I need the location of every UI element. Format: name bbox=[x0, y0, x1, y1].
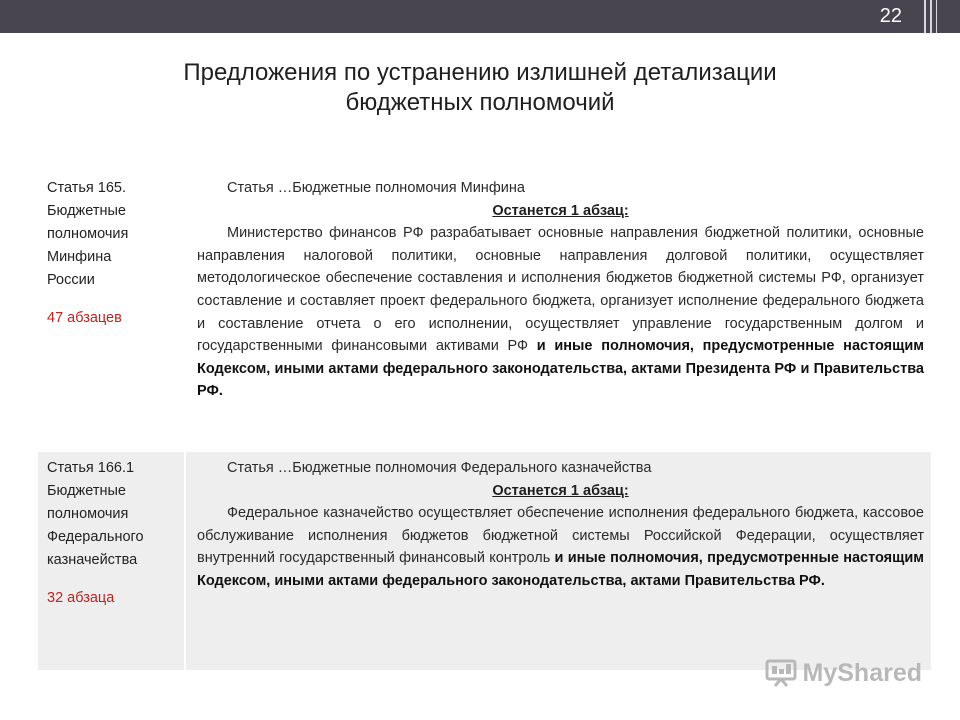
article-line: полномочия bbox=[47, 506, 129, 522]
article-cell bbox=[38, 452, 186, 670]
proposal-text-bold: и иные полномочия, предусмотренные настоящим Кодексом, иными актами федерального законодательства, актами Правительства РФ. bbox=[197, 550, 924, 589]
proposal-text-bold: и иные полномочия, предусмотренные настоящим Кодексом, иными актами федерального законодательства, актами Президента РФ и Правительства РФ. bbox=[197, 338, 924, 400]
watermark-text: MyShared bbox=[802, 658, 922, 687]
article-line: Статья 165. bbox=[47, 180, 126, 196]
slide-number: 22 bbox=[879, 5, 902, 27]
watermark bbox=[765, 658, 922, 688]
proposal-cell bbox=[197, 177, 924, 403]
article-line: Минфина bbox=[47, 249, 112, 265]
proposal-text-plain: Министерство финансов РФ разрабатывает основные направления бюджетной политики, основные направления налоговой политики, основные направления долговой политики, осуществляет методологическое обеспечение составления и исполнения бюджетов бюджетной системы РФ, организует составление и составляет проект федерального бюджета, организует исполнение федерального бюджета и составление отчета о его исполнении, осуществляет управление государственным долгом и государственными финансовыми активами РФ bbox=[197, 225, 924, 355]
article-line: России bbox=[47, 272, 95, 288]
presentation-board-icon bbox=[765, 659, 797, 687]
article-cell bbox=[38, 172, 186, 448]
proposal-heading: Статья …Бюджетные полномочия Федерального казначейства bbox=[227, 460, 652, 476]
slide-title-line-1: Предложения по устранению излишней детализации bbox=[183, 59, 777, 86]
article-line: Статья 166.1 bbox=[47, 460, 135, 476]
table-row-minfin bbox=[38, 172, 931, 448]
paragraph-count: 47 абзацев bbox=[47, 310, 122, 326]
table-row-treasury bbox=[38, 452, 931, 670]
article-line: Федерального bbox=[47, 529, 144, 545]
remains-label: Останется 1 абзац: bbox=[492, 482, 629, 499]
proposal-text bbox=[197, 222, 924, 403]
proposal-text bbox=[197, 502, 924, 592]
proposal-text-plain: Федеральное казначейство осуществляет обеспечение исполнения федерального бюджета, кассовое обслуживание исполнения бюджетов бюджетной системы Российской Федерации, осуществляет внутренний государственный финансовый контроль bbox=[197, 505, 924, 567]
article-line: Бюджетные bbox=[47, 483, 126, 499]
top-bar-stripes bbox=[920, 0, 960, 33]
proposal-heading: Статья …Бюджетные полномочия Минфина bbox=[227, 180, 525, 196]
slide-title bbox=[60, 58, 900, 118]
article-line: казначейства bbox=[47, 552, 138, 568]
top-bar bbox=[0, 0, 960, 33]
remains-label: Останется 1 абзац: bbox=[492, 202, 629, 219]
article-line: Бюджетные bbox=[47, 203, 126, 219]
article-line: полномочия bbox=[47, 226, 129, 242]
proposal-cell bbox=[197, 457, 924, 593]
paragraph-count: 32 абзаца bbox=[47, 590, 115, 606]
slide-title-line-2: бюджетных полномочий bbox=[345, 89, 615, 116]
